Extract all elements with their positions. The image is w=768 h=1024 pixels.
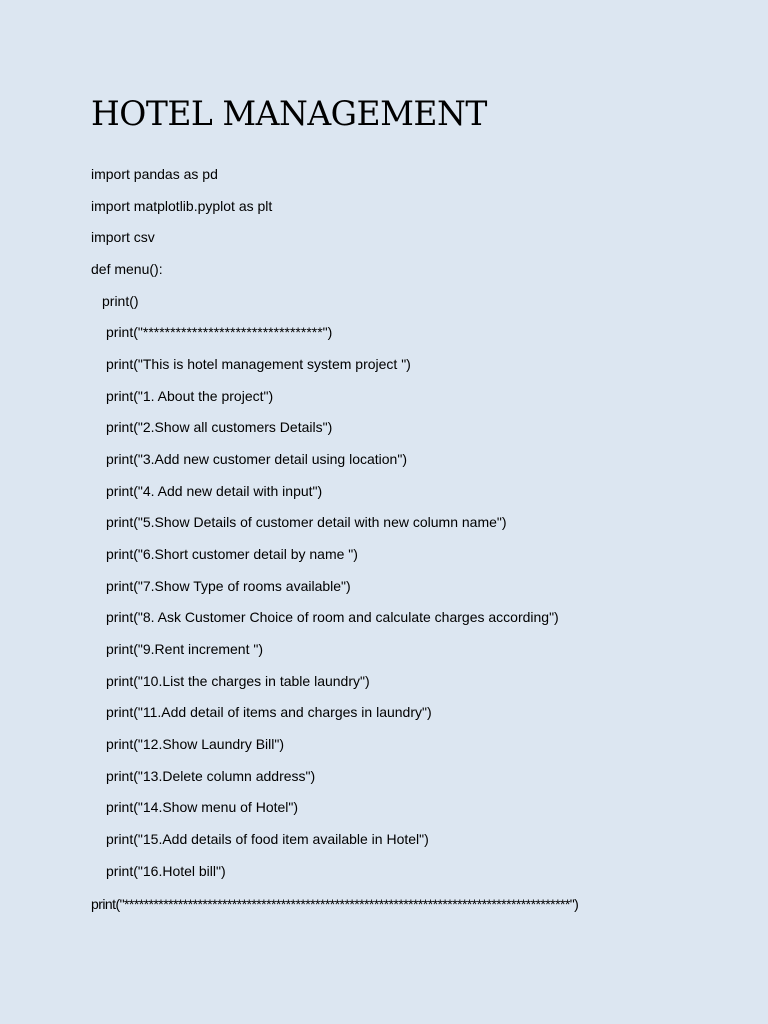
code-line: print("13.Delete column address") xyxy=(106,768,316,784)
code-line: print("1. About the project") xyxy=(106,388,274,404)
code-line: print("7.Show Type of rooms available") xyxy=(106,578,351,594)
code-line: print("12.Show Laundry Bill") xyxy=(106,736,285,752)
code-line: print("11.Add detail of items and charges in laundry") xyxy=(106,704,432,720)
code-line: print("14.Show menu of Hotel") xyxy=(106,799,299,815)
code-line: print("3.Add new customer detail using location") xyxy=(106,451,407,467)
code-line: def menu(): xyxy=(91,261,163,277)
code-line: print("10.List the charges in table laundry") xyxy=(106,673,370,689)
code-line: import pandas as pd xyxy=(91,166,218,182)
code-line: import csv xyxy=(91,229,155,245)
code-line: print() xyxy=(102,293,139,309)
code-line: print("*********************************") xyxy=(106,324,333,340)
code-line: print("15.Add details of food item available in Hotel") xyxy=(106,831,429,847)
document-title: HOTEL MANAGEMENT xyxy=(91,94,487,134)
code-line: print("*******************************************************************************************") xyxy=(91,896,579,912)
code-line: print("16.Hotel bill") xyxy=(106,863,226,879)
code-line: print("8. Ask Customer Choice of room and calculate charges according") xyxy=(106,609,559,625)
code-line: print("6.Short customer detail by name ") xyxy=(106,546,358,562)
code-line: print("9.Rent increment ") xyxy=(106,641,263,657)
code-line: print("5.Show Details of customer detail with new column name") xyxy=(106,514,507,530)
code-line: print("2.Show all customers Details") xyxy=(106,419,333,435)
code-line: import matplotlib.pyplot as plt xyxy=(91,198,273,214)
code-line: print("4. Add new detail with input") xyxy=(106,483,323,499)
code-line: print("This is hotel management system project ") xyxy=(106,356,411,372)
